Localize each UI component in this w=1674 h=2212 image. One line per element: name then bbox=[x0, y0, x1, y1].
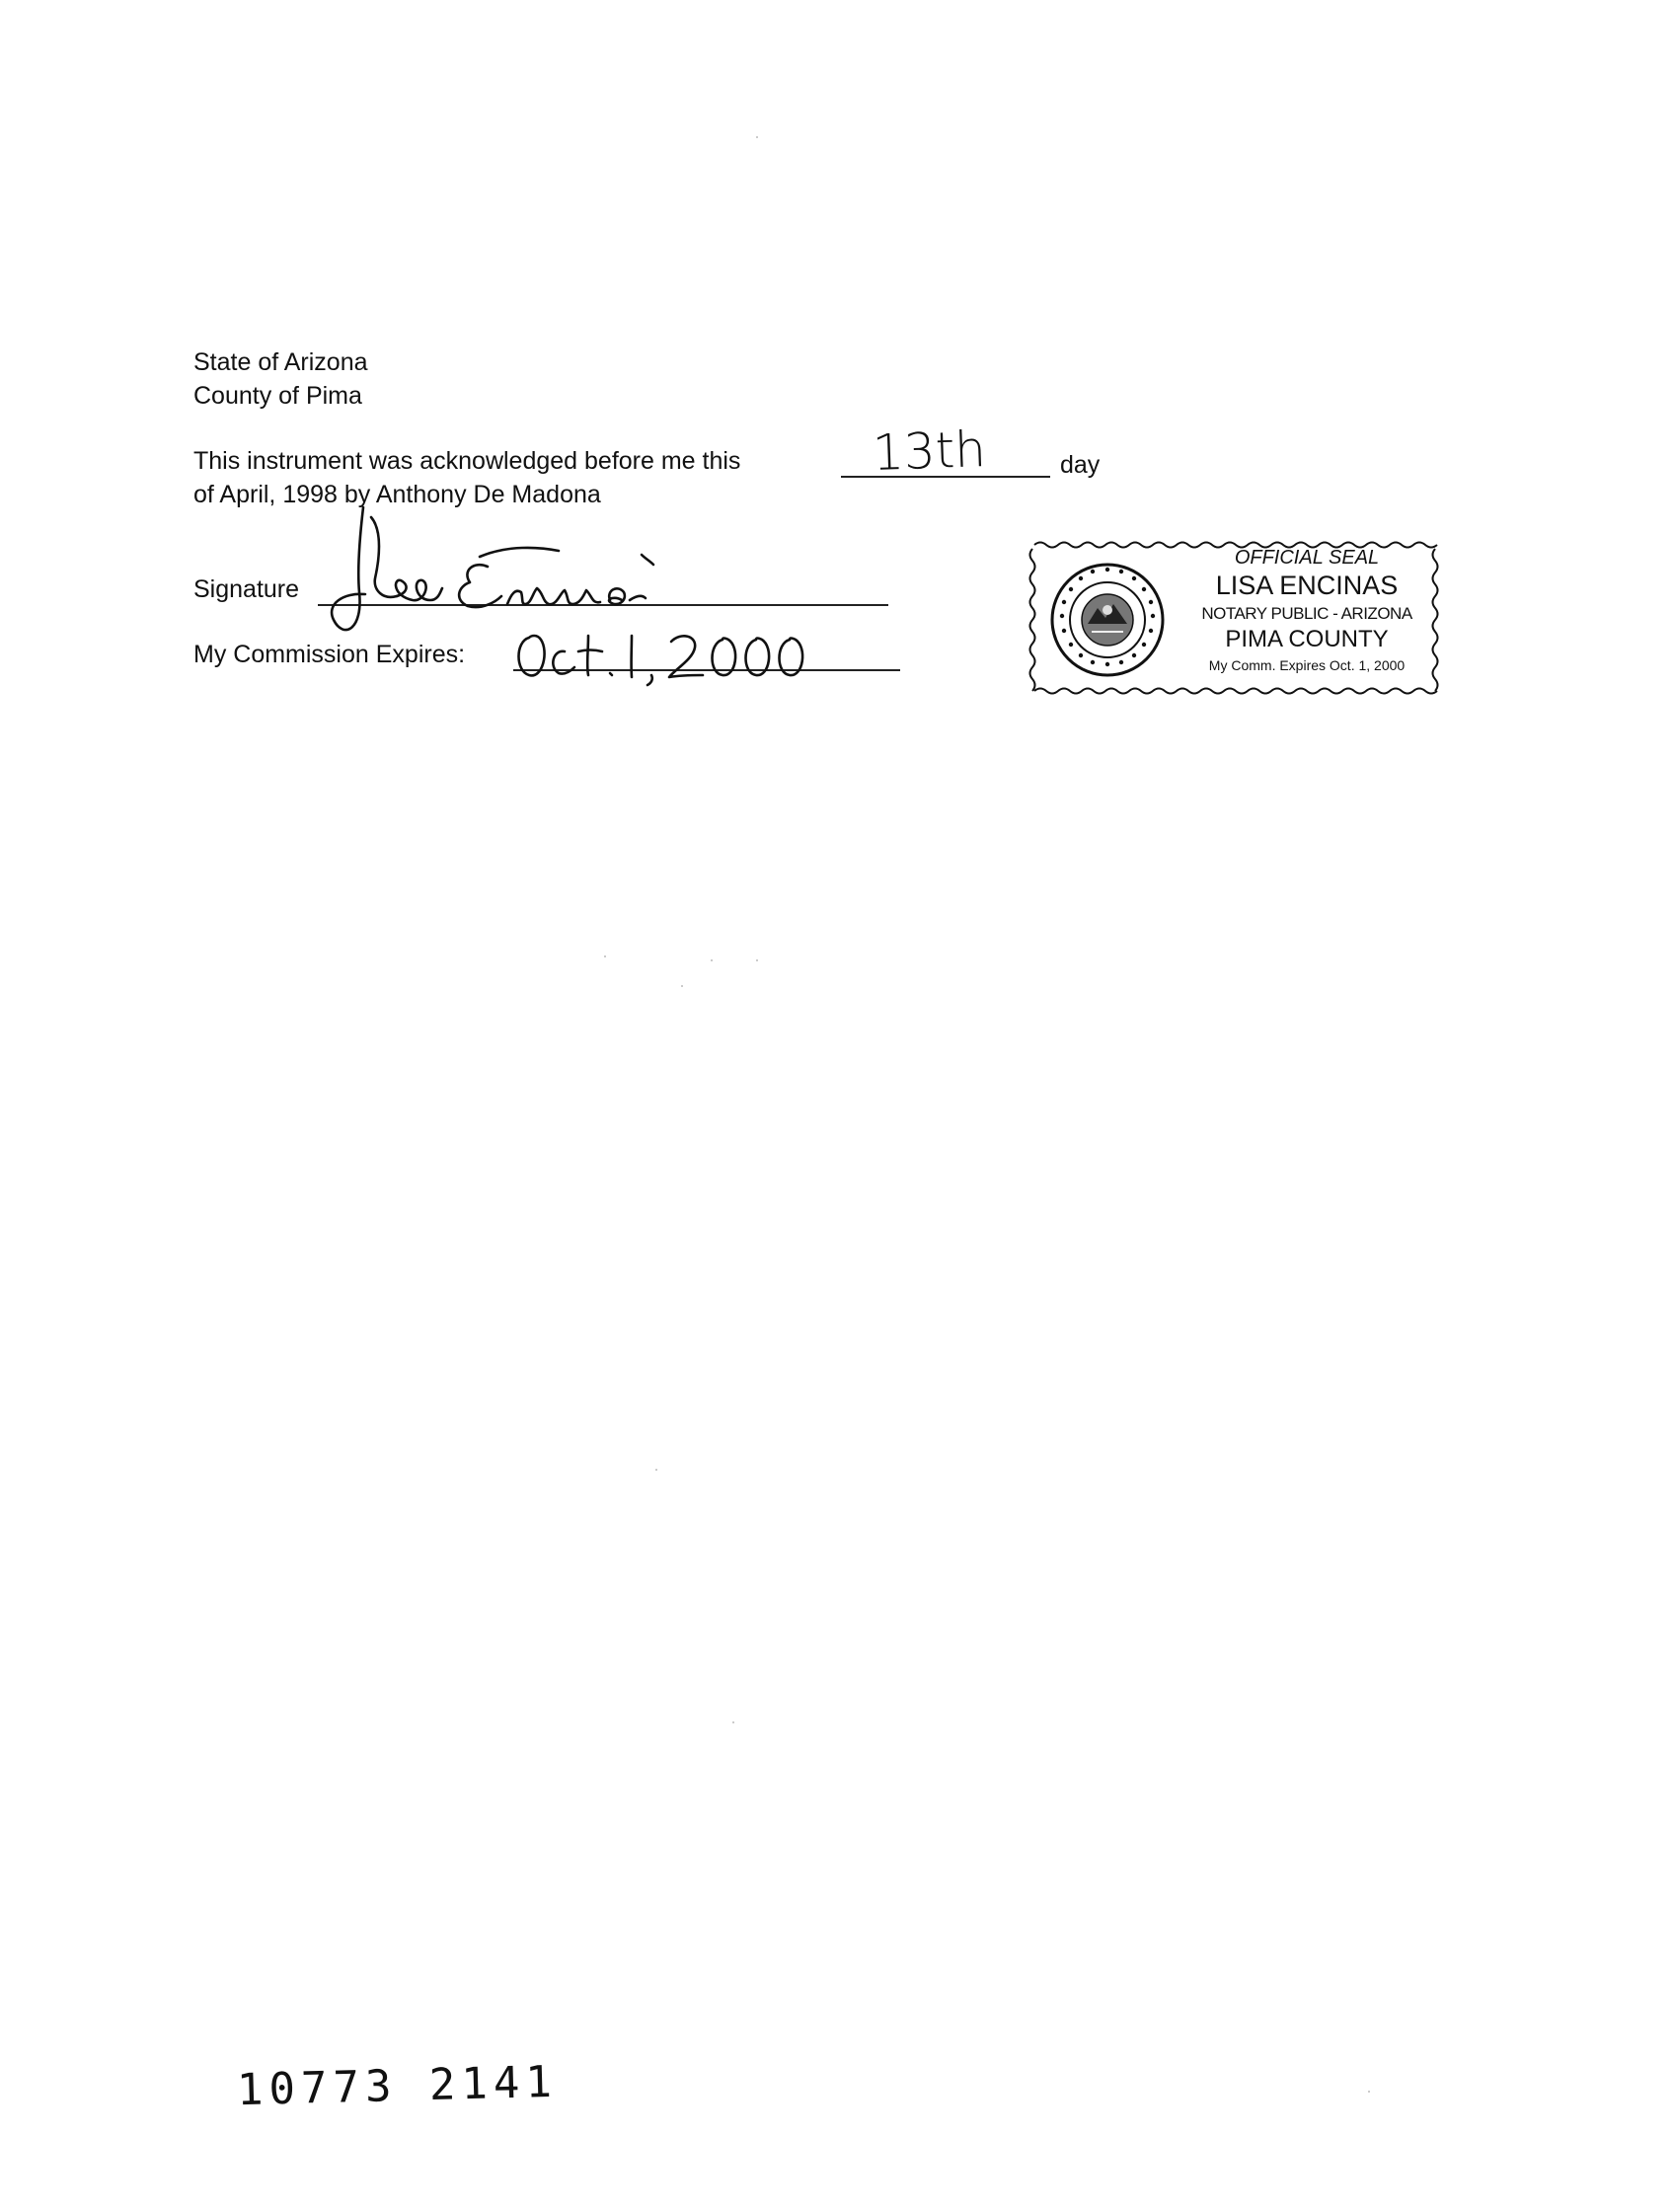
scan-speck bbox=[756, 136, 758, 138]
scan-speck bbox=[681, 985, 683, 987]
seal-county: PIMA COUNTY bbox=[1225, 626, 1389, 652]
handwritten-commission-date bbox=[513, 618, 829, 687]
scan-speck bbox=[1368, 2091, 1370, 2093]
acknowledgment-second-line: of April, 1998 by Anthony De Madona bbox=[193, 481, 601, 508]
arizona-state-emblem-icon bbox=[1052, 565, 1163, 675]
seal-notary-title: NOTARY PUBLIC - ARIZONA bbox=[1201, 604, 1412, 623]
scan-speck bbox=[655, 1469, 657, 1471]
scan-speck bbox=[711, 959, 713, 961]
scan-speck bbox=[604, 955, 606, 957]
seal-heading: OFFICIAL SEAL bbox=[1234, 547, 1380, 569]
state-line: State of Arizona bbox=[193, 348, 368, 376]
scan-speck bbox=[732, 1721, 734, 1723]
seal-notary-name: LISA ENCINAS bbox=[1215, 571, 1399, 600]
acknowledgment-intro: This instrument was acknowledged before me this bbox=[193, 447, 741, 475]
county-line: County of Pima bbox=[193, 382, 362, 410]
day-suffix: day bbox=[1060, 451, 1101, 479]
notary-seal-stamp bbox=[1027, 539, 1441, 697]
commission-label: My Commission Expires: bbox=[193, 641, 466, 668]
seal-expiry: My Comm. Expires Oct. 1, 2000 bbox=[1208, 657, 1406, 673]
scan-speck bbox=[756, 959, 758, 961]
document-number: 10773 2141 bbox=[236, 2056, 559, 2116]
day-handwritten: 13th bbox=[872, 420, 987, 482]
signature-label: Signature bbox=[193, 575, 300, 603]
